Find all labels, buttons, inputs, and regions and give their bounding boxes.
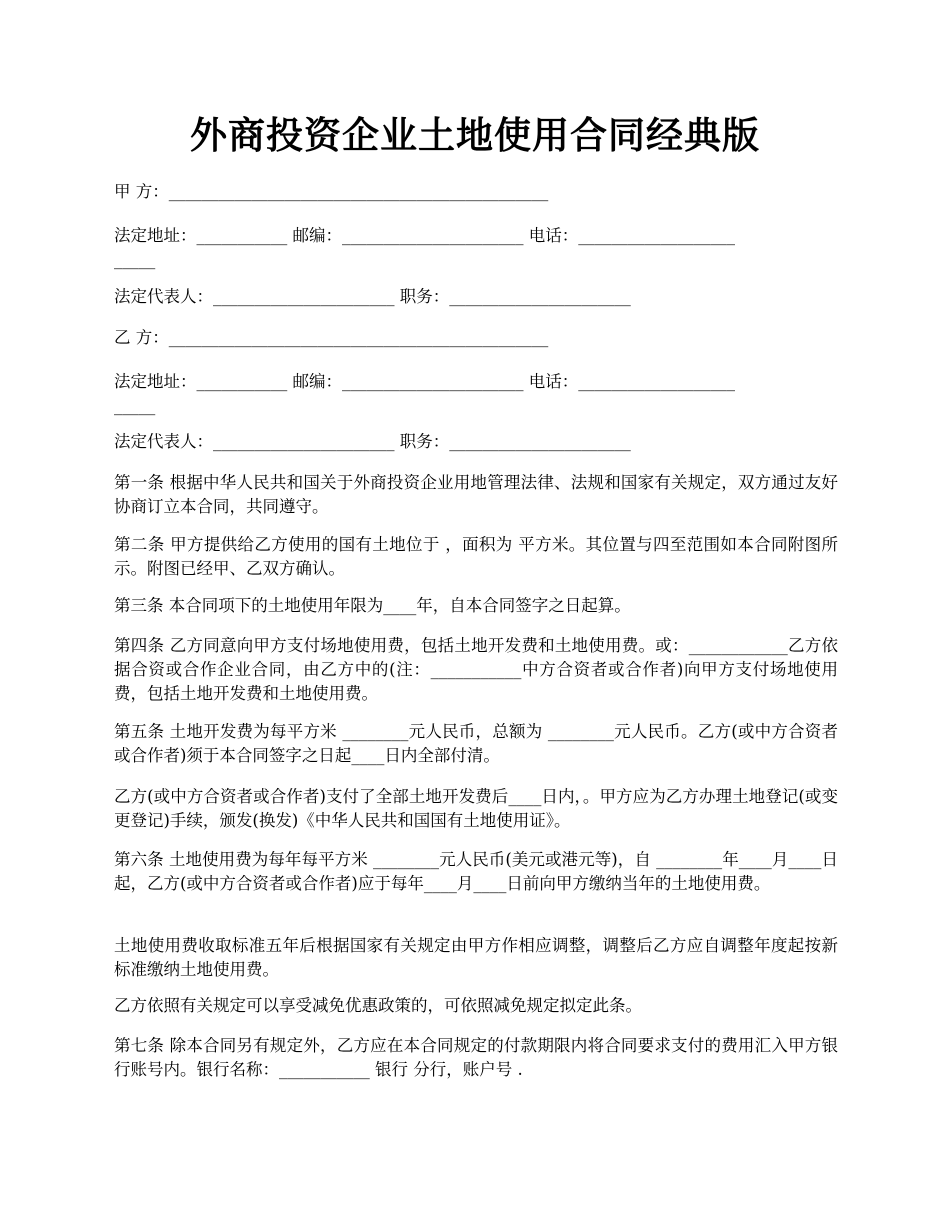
party-b-address-line: 法定地址：___________ 邮编：______________________ 电话：___________________ _____ (114, 372, 735, 415)
clause-6-adjustment: 土地使用费收取标准五年后根据国家有关规定由甲方作相应调整，调整后乙方应自调整年度起按新标准缴纳土地使用费。 (114, 936, 838, 979)
clause-5: 第五条 土地开发费为每平方米 ________元人民币，总额为 ________元人民币。乙方(或中方合资者或合作者)须于本合同签字之日起____日内全部付清。 (114, 722, 838, 765)
party-b-representative-line: 法定代表人：______________________ 职务：______________________ (114, 432, 631, 451)
clause-5-continuation: 乙方(或中方合资者或合作者)支付了全部土地开发费后____日内，。甲方应为乙方办理土地登记(或变更登记)手续，颁发(换发)《中华人民共和国国有土地使用证》。 (114, 787, 838, 830)
clause-2: 第二条 甲方提供给乙方使用的国有土地位于 ，面积为 平方米。其位置与四至范围如本合同附图所示。附图已经甲、乙双方确认。 (114, 535, 838, 578)
clause-4: 第四条 乙方同意向甲方支付场地使用费，包括土地开发费和土地使用费。或：____________乙方依据合资或合作企业合同，由乙方中的(注：___________中方合资者或合作者)向甲方支付场地使用费，包括土地开发费和土地使用费。 (114, 636, 838, 703)
clause-7: 第七条 除本合同另有规定外，乙方应在本合同规定的付款期限内将合同要求支付的费用汇入甲方银行账号内。银行名称：___________ 银行 分行，账户号 . (114, 1036, 838, 1079)
clause-1: 第一条 根据中华人民共和国关于外商投资企业用地管理法律、法规和国家有关规定，双方通过友好协商订立本合同，共同遵守。 (114, 473, 838, 516)
clause-3: 第三条 本合同项下的土地使用年限为____年，自本合同签字之日起算。 (114, 596, 631, 615)
party-a-representative-line: 法定代表人：______________________ 职务：______________________ (114, 287, 631, 306)
clause-6-preferential: 乙方依照有关规定可以享受减免优惠政策的，可依照减免规定拟定此条。 (114, 996, 642, 1015)
clause-6: 第六条 土地使用费为每年每平方米 ________元人民币(美元或港元等)，自 ________年____月____日起，乙方(或中方合资者或合作者)应于每年____月____日前向甲方缴纳当年的土地使用费。 (114, 850, 838, 893)
party-b-name-line: 乙 方：______________________________________________ (114, 328, 549, 347)
party-a-name-line: 甲 方：______________________________________________ (114, 182, 549, 201)
party-a-address-line: 法定地址：___________ 邮编：______________________ 电话：___________________ _____ (114, 226, 735, 269)
document-title: 外商投资企业土地使用合同经典版 (190, 114, 760, 157)
